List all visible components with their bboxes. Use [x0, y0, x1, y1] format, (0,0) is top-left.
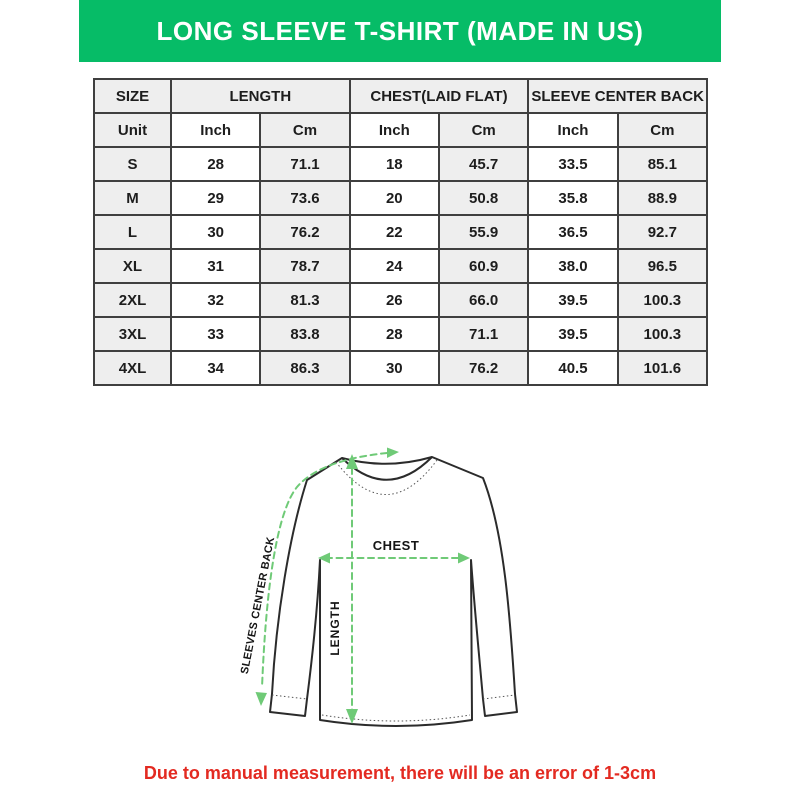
value-cell: 29: [171, 181, 260, 215]
value-cell: 96.5: [618, 249, 707, 283]
value-cell: 36.5: [528, 215, 617, 249]
header-length: LENGTH: [171, 79, 350, 113]
value-cell: 100.3: [618, 317, 707, 351]
size-cell: L: [94, 215, 171, 249]
table-row: [94, 181, 707, 215]
table-row: [94, 249, 707, 283]
unit-header-cm: Cm: [618, 113, 707, 147]
value-cell: 45.7: [439, 147, 528, 181]
value-cell: 50.8: [439, 181, 528, 215]
value-cell: 33.5: [528, 147, 617, 181]
shirt-outline: [270, 457, 517, 726]
value-cell: 76.2: [260, 215, 349, 249]
header-size: SIZE: [94, 79, 171, 113]
value-cell: 22: [350, 215, 439, 249]
value-cell: 71.1: [439, 317, 528, 351]
value-cell: 32: [171, 283, 260, 317]
size-cell: 3XL: [94, 317, 171, 351]
value-cell: 39.5: [528, 283, 617, 317]
value-cell: 35.8: [528, 181, 617, 215]
table-unit-header-row: [94, 113, 707, 147]
value-cell: 85.1: [618, 147, 707, 181]
unit-header-inch: Inch: [528, 113, 617, 147]
value-cell: 100.3: [618, 283, 707, 317]
value-cell: 76.2: [439, 351, 528, 385]
value-cell: 60.9: [439, 249, 528, 283]
shirt-diagram: [220, 438, 580, 748]
value-cell: 30: [171, 215, 260, 249]
size-cell: 4XL: [94, 351, 171, 385]
value-cell: 101.6: [618, 351, 707, 385]
value-cell: 34: [171, 351, 260, 385]
value-cell: 24: [350, 249, 439, 283]
value-cell: 31: [171, 249, 260, 283]
value-cell: 33: [171, 317, 260, 351]
size-table-body: [94, 147, 707, 385]
size-cell: 2XL: [94, 283, 171, 317]
title-banner: [79, 0, 721, 62]
table-group-header-row: [94, 79, 707, 113]
header-chest: CHEST(LAID FLAT): [350, 79, 529, 113]
value-cell: 39.5: [528, 317, 617, 351]
length-label: LENGTH: [328, 600, 342, 656]
value-cell: 71.1: [260, 147, 349, 181]
table-row: [94, 317, 707, 351]
unit-header-cm: Cm: [439, 113, 528, 147]
value-cell: 55.9: [439, 215, 528, 249]
size-cell: XL: [94, 249, 171, 283]
value-cell: 40.5: [528, 351, 617, 385]
value-cell: 73.6: [260, 181, 349, 215]
table-row: [94, 351, 707, 385]
table-row: [94, 215, 707, 249]
value-cell: 81.3: [260, 283, 349, 317]
table-row: [94, 283, 707, 317]
value-cell: 92.7: [618, 215, 707, 249]
value-cell: 38.0: [528, 249, 617, 283]
value-cell: 28: [171, 147, 260, 181]
value-cell: 18: [350, 147, 439, 181]
size-cell: M: [94, 181, 171, 215]
chest-label: CHEST: [372, 538, 420, 553]
measurement-error-note: Due to manual measurement, there will be an error of 1-3cm: [143, 763, 657, 783]
value-cell: 66.0: [439, 283, 528, 317]
table-row: [94, 147, 707, 181]
unit-header-cm: Cm: [260, 113, 349, 147]
unit-header-inch: Inch: [350, 113, 439, 147]
value-cell: 28: [350, 317, 439, 351]
size-table: [93, 78, 708, 386]
value-cell: 86.3: [260, 351, 349, 385]
page-title: LONG SLEEVE T-SHIRT (MADE IN US): [156, 15, 644, 46]
unit-header: Unit: [94, 113, 171, 147]
header-sleeve: SLEEVE CENTER BACK: [528, 79, 707, 113]
value-cell: 78.7: [260, 249, 349, 283]
value-cell: 88.9: [618, 181, 707, 215]
value-cell: 83.8: [260, 317, 349, 351]
value-cell: 30: [350, 351, 439, 385]
sleeve-center-back-label: SLEEVES CENTER BACK: [238, 535, 278, 676]
value-cell: 26: [350, 283, 439, 317]
value-cell: 20: [350, 181, 439, 215]
size-cell: S: [94, 147, 171, 181]
unit-header-inch: Inch: [171, 113, 260, 147]
